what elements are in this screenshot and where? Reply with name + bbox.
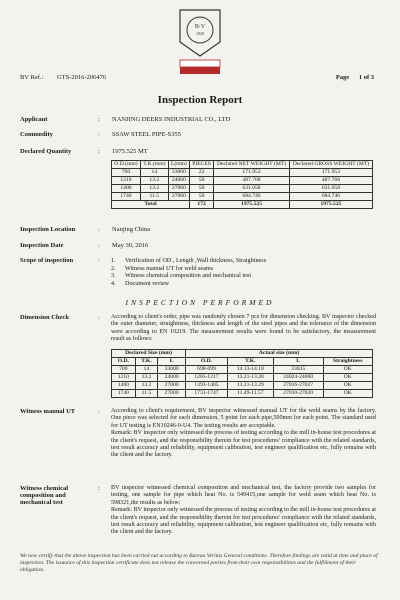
footer-disclaimer: We now certify that the above inspection has been carried out according to Bureau Veritas General conditions. Therefore findings are valid at time and place of inspection. The issuance of this inspection certificate does not release the concerned parties from their own responsibilities and the fulfillment of their obligation. <box>20 553 378 573</box>
list-item: 3. Witness chemical composition and mechanical test <box>111 272 252 280</box>
page-number: 1 of 3 <box>358 74 374 81</box>
witness-manual-ut-row: Witness manual UT : <box>20 408 100 415</box>
table-row: 1400 13.2 27000 1393-1405 13.21-13.29 27016-27027 OK <box>112 382 373 390</box>
applicant-label: Applicant <box>20 116 48 123</box>
table-header-row <box>112 350 373 358</box>
witness-manual-ut-text: According to client's requirement, BV inspector witnessed manual UT for the weld seams by the factory. One piece was selected for each dimension, 5 point for each pipe,500mm for each point. The standard used for UT testing is EN10246-9-U4. The testing results are acceptable. Remark: BV inspector only witnessed the process of testing according to the mill in-house test procedures at the client's request, and the responsibility therein for test procedures' compliance with the related standards, test result accuracy and reliability, equipment calibration, test engineer qualification etc, fully remains with the client and the factory. <box>111 408 376 459</box>
declared-quantity-label: Declared Quantity <box>20 148 72 155</box>
bv-ref-label: BV Ref.: <box>20 74 44 81</box>
column-header: Declared NET WEIGHT (MT) <box>214 161 290 169</box>
bureau-veritas-logo <box>176 8 224 82</box>
inspection-performed-heading: INSPECTION PERFORMED <box>125 298 275 307</box>
column-header: O.D.(mm) <box>112 161 141 169</box>
list-item: 2. Witness manual UT for weld seams <box>111 264 214 272</box>
column-header: L(mm) <box>168 161 189 169</box>
page-title: Inspection Report <box>157 94 243 106</box>
list-item: 4. Document review <box>111 279 170 287</box>
total-label: Total <box>112 201 190 209</box>
commodity-row: Commodity : SSAW STEEL PIPE-S355 <box>20 131 392 138</box>
witness-chemical-row: Witness chemical composition and mechanical test : <box>20 485 100 506</box>
inspection-location-row: Inspection Location : Nanjing China <box>20 226 392 233</box>
total-gross-weight: 1975.525 <box>289 201 372 209</box>
table-total-row <box>112 201 373 209</box>
table-row: 1210 13.2 24000 50 487.768 487.768 <box>112 177 373 185</box>
svg-text:B·V: B·V <box>194 24 206 30</box>
column-header: T.K.(mm) <box>140 161 168 169</box>
applicant-value: NANJING DEERS INDUSTRIAL CO., LTD <box>112 116 231 123</box>
table-row: 1740 11.5 27000 1731-1747 11.49-11.57 27010-27020 OK <box>112 390 373 398</box>
inspection-date-label: Inspection Date <box>20 242 64 249</box>
table-row: 700 14 33000 22 171.953 171.953 <box>112 169 373 177</box>
table-header-row: O.D. T.K. L O.D. T.K. L Straightness <box>112 358 373 366</box>
scope-label: Scope of inspection <box>20 257 74 264</box>
total-pieces: 172 <box>190 201 214 209</box>
svg-text:1828: 1828 <box>196 31 204 36</box>
inspection-location-value: Nanjing China <box>112 226 151 233</box>
page-label: Page <box>335 74 350 81</box>
declared-quantity-value: 1975.525 MT <box>112 148 148 155</box>
witness-chemical-label: Witness chemical composition and mechanical test <box>20 485 69 506</box>
table-row: 1400 13.2 27000 50 631.058 631.058 <box>112 185 373 193</box>
measurement-table <box>111 349 373 398</box>
actual-size-header: Actual size (mm) <box>186 350 373 358</box>
table-row: 700 14 33000 698-699 14.13-14.18 33035 OK <box>112 366 373 374</box>
declared-size-header: Declared Size (mm) <box>112 350 186 358</box>
column-header: Declared GROSS WEIGHT (MT) <box>289 161 372 169</box>
declared-quantity-row: Declared Quantity : 1975.525 MT <box>20 148 392 155</box>
inspection-location-label: Inspection Location <box>20 226 76 233</box>
dimension-check-text: According to client's order, pipe was randomly chosen 7 pcs for dimension checking. BV inspector checked the outer diameter, straightness, thickness and length of the steel pipes and the tolerance of the dimension were according to EN 10219. The measurement results were found to be satisfactory, the measurement result as follows: <box>111 314 376 343</box>
table-row: 1210 13.2 24000 1205-1217 13.21-13.28 24024-24060 OK <box>112 374 373 382</box>
commodity-value: SSAW STEEL PIPE-S355 <box>112 131 181 138</box>
scope-list <box>111 257 266 287</box>
column-header: PIECES <box>190 161 214 169</box>
dimension-check-row: Dimension Check : <box>20 314 100 321</box>
inspection-date-row: Inspection Date : May 30, 2016 <box>20 242 392 249</box>
applicant-row: Applicant : NANJING DEERS INDUSTRIAL CO., LTD <box>20 116 392 123</box>
list-item: 1. Verification of OD , Length ,Wall thickness, Straightness <box>111 257 267 264</box>
witness-manual-ut-label: Witness manual UT <box>20 408 76 415</box>
total-net-weight: 1975.525 <box>214 201 290 209</box>
inspection-date-value: May 30, 2016 <box>112 242 149 249</box>
commodity-label: Commodity <box>20 131 53 138</box>
witness-chemical-text: BV inspector witnessed chemical composition and mechanical test, the factory provide two samples for testing, one sample for pipe which heat No. is 549415,one sample for weld seam which heat No. is 598321,the results as below: Remark: BV inspector only witnessed the process of testing according to the mill in-house test procedures at the client's request, and the responsibility therein for test procedures' compliance with the related standards, test result accuracy and reliability, equipment calibration, test engineer qualification etc, fully remains with the client and the factory. <box>111 485 376 536</box>
scope-of-inspection-row: Scope of inspection : <box>20 257 100 264</box>
bv-ref-value: GTS-2016-206476 <box>56 74 107 81</box>
dimension-check-label: Dimension Check <box>20 314 69 321</box>
declared-quantity-table <box>111 160 373 209</box>
table-row: 1740 11.5 27000 50 684.746 684.746 <box>112 193 373 201</box>
table-header-row <box>112 161 373 169</box>
